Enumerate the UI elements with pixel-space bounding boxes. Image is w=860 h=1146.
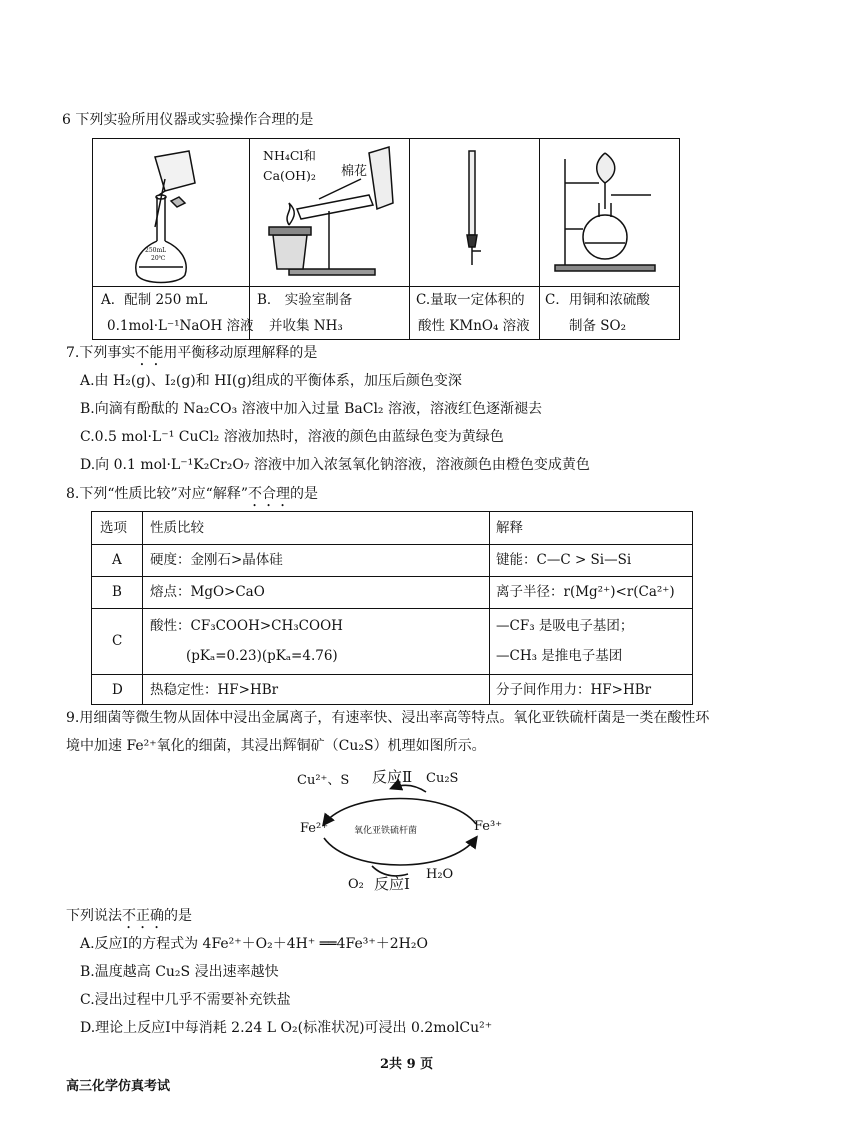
q8-row-a-option: A (112, 552, 122, 568)
diagram-reaction-1: 反应Ⅰ (374, 875, 410, 893)
q6-option-b-line1: B． 实验室制备 (257, 292, 353, 308)
diagram-top-right: Cu₂S (426, 771, 459, 786)
flask-funnel-figure (539, 139, 681, 286)
q9-option-c: C.浸出过程中几乎不需要补充铁盐 (80, 992, 291, 1008)
q7-option-d: D.向 0.1 mol·L⁻¹K₂Cr₂O₇ 溶液中加入浓氢氧化钠溶液，溶液颜色由橙色变成黄色 (80, 457, 590, 473)
flask-temp-label: 20℃ (151, 255, 166, 262)
q7-option-c: C.0.5 mol·L⁻¹ CuCl₂ 溶液加热时，溶液的颜色由蓝绿色变为黄绿色 (80, 429, 504, 445)
q7-stem: 7.下列事实不能用平衡移动原理解释的是 (66, 345, 318, 361)
q8-row-b-option: B (112, 584, 122, 600)
page-number: 2共 9 页 (380, 1057, 434, 1072)
q6-option-a-line1: A．配制 250 mL (101, 292, 208, 308)
q8-row-c-option: C (112, 633, 123, 649)
burette-figure (409, 139, 539, 286)
exam-title: 高三化学仿真考试 (66, 1079, 171, 1094)
q9-option-a: A.反应Ⅰ的方程式为 4Fe²⁺＋O₂＋4H⁺ ══4Fe³⁺＋2H₂O (80, 936, 428, 952)
q8-row-a-property: 硬度：金刚石>晶体硅 (150, 552, 283, 568)
q9-stem-line1: 9.用细菌等微生物从固体中浸出金属离子，有速率快、浸出率高等特点。氧化亚铁硫杆菌是一类在酸性环 (66, 710, 710, 726)
reagent2-label: Ca(OH)₂ (263, 168, 316, 183)
q6-stem: 6 下列实验所用仪器或实验操作合理的是 (62, 112, 314, 128)
q8-row-c-pka: (pKₐ=0.23)(pKₐ=4.76) (186, 648, 338, 664)
q6-option-c-line2: 酸性 KMnO₄ 溶液 (418, 318, 530, 334)
q6-option-d-line2: 制备 SO₂ (569, 318, 627, 334)
diagram-fe2: Fe²⁺ (300, 821, 329, 836)
q8-row-c-property: 酸性：CF₃COOH>CH₃COOH (150, 618, 343, 634)
q8-row-c-explanation2: —CH₃ 是推电子基团 (496, 648, 623, 664)
q8-row-b-explanation: 离子半径：r(Mg²⁺)<r(Ca²⁺) (496, 584, 675, 600)
flask-volume-label: 250mL (145, 247, 167, 254)
q8-row-d-explanation: 分子间作用力：HF>HBr (496, 682, 652, 698)
q8-row-b-property: 熔点：MgO>CaO (150, 584, 265, 600)
q6-option-a-line2: 0.1mol·L⁻¹NaOH 溶液 (107, 318, 254, 334)
q8-row-d-property: 热稳定性：HF>HBr (150, 682, 279, 698)
q7-option-a: A.由 H₂(g)、I₂(g)和 HI(g)组成的平衡体系，加压后颜色变深 (80, 373, 462, 389)
q9-option-b: B.温度越高 Cu₂S 浸出速率越快 (80, 964, 279, 980)
q8-header-explanation: 解释 (496, 520, 523, 536)
q9-option-d: D.理论上反应Ⅰ中每消耗 2.24 L O₂(标准状况)可浸出 0.2molCu²⁺ (80, 1020, 493, 1036)
diagram-fe3: Fe³⁺ (474, 819, 503, 834)
ammonia-apparatus-figure (249, 139, 409, 286)
reagent-label: NH₄Cl和 (263, 148, 316, 163)
diagram-top-left: Cu²⁺、S (297, 773, 350, 788)
q8-row-d-option: D (112, 682, 123, 698)
diagram-h2o: H₂O (426, 867, 454, 882)
q6-option-c-line1: C.量取一定体积的 (416, 292, 525, 308)
q8-header-property: 性质比较 (150, 520, 204, 536)
diagram-bacteria: 氧化亚铁硫杆菌 (354, 826, 418, 836)
q8-table (91, 511, 693, 705)
q9-stem-line2: 境中加速 Fe²⁺氧化的细菌，其浸出辉铜矿（Cu₂S）机理如图所示。 (66, 738, 486, 754)
q8-row-c-explanation: —CF₃ 是吸电子基团； (496, 618, 634, 634)
diagram-o2: O₂ (348, 877, 364, 892)
diagram-reaction-2: 反应Ⅱ (372, 768, 413, 786)
q6-option-b-line2: 并收集 NH₃ (269, 318, 343, 334)
cotton-label: 棉花 (341, 164, 368, 179)
q7-option-b: B.向滴有酚酞的 Na₂CO₃ 溶液中加入过量 BaCl₂ 溶液，溶液红色逐渐褪去 (80, 401, 542, 417)
q8-row-a-explanation: 键能：C—C > Si—Si (496, 552, 632, 568)
q6-option-d-line1: C．用铜和浓硫酸 (545, 292, 650, 308)
volumetric-flask-figure (93, 139, 249, 286)
q6-options-table (92, 138, 680, 340)
q8-header-option: 选项 (100, 520, 127, 536)
q9-ask: 下列说法不正确的是 (66, 908, 192, 924)
q8-stem: 8.下列“性质比较”对应“解释”不合理的是 (66, 486, 318, 502)
